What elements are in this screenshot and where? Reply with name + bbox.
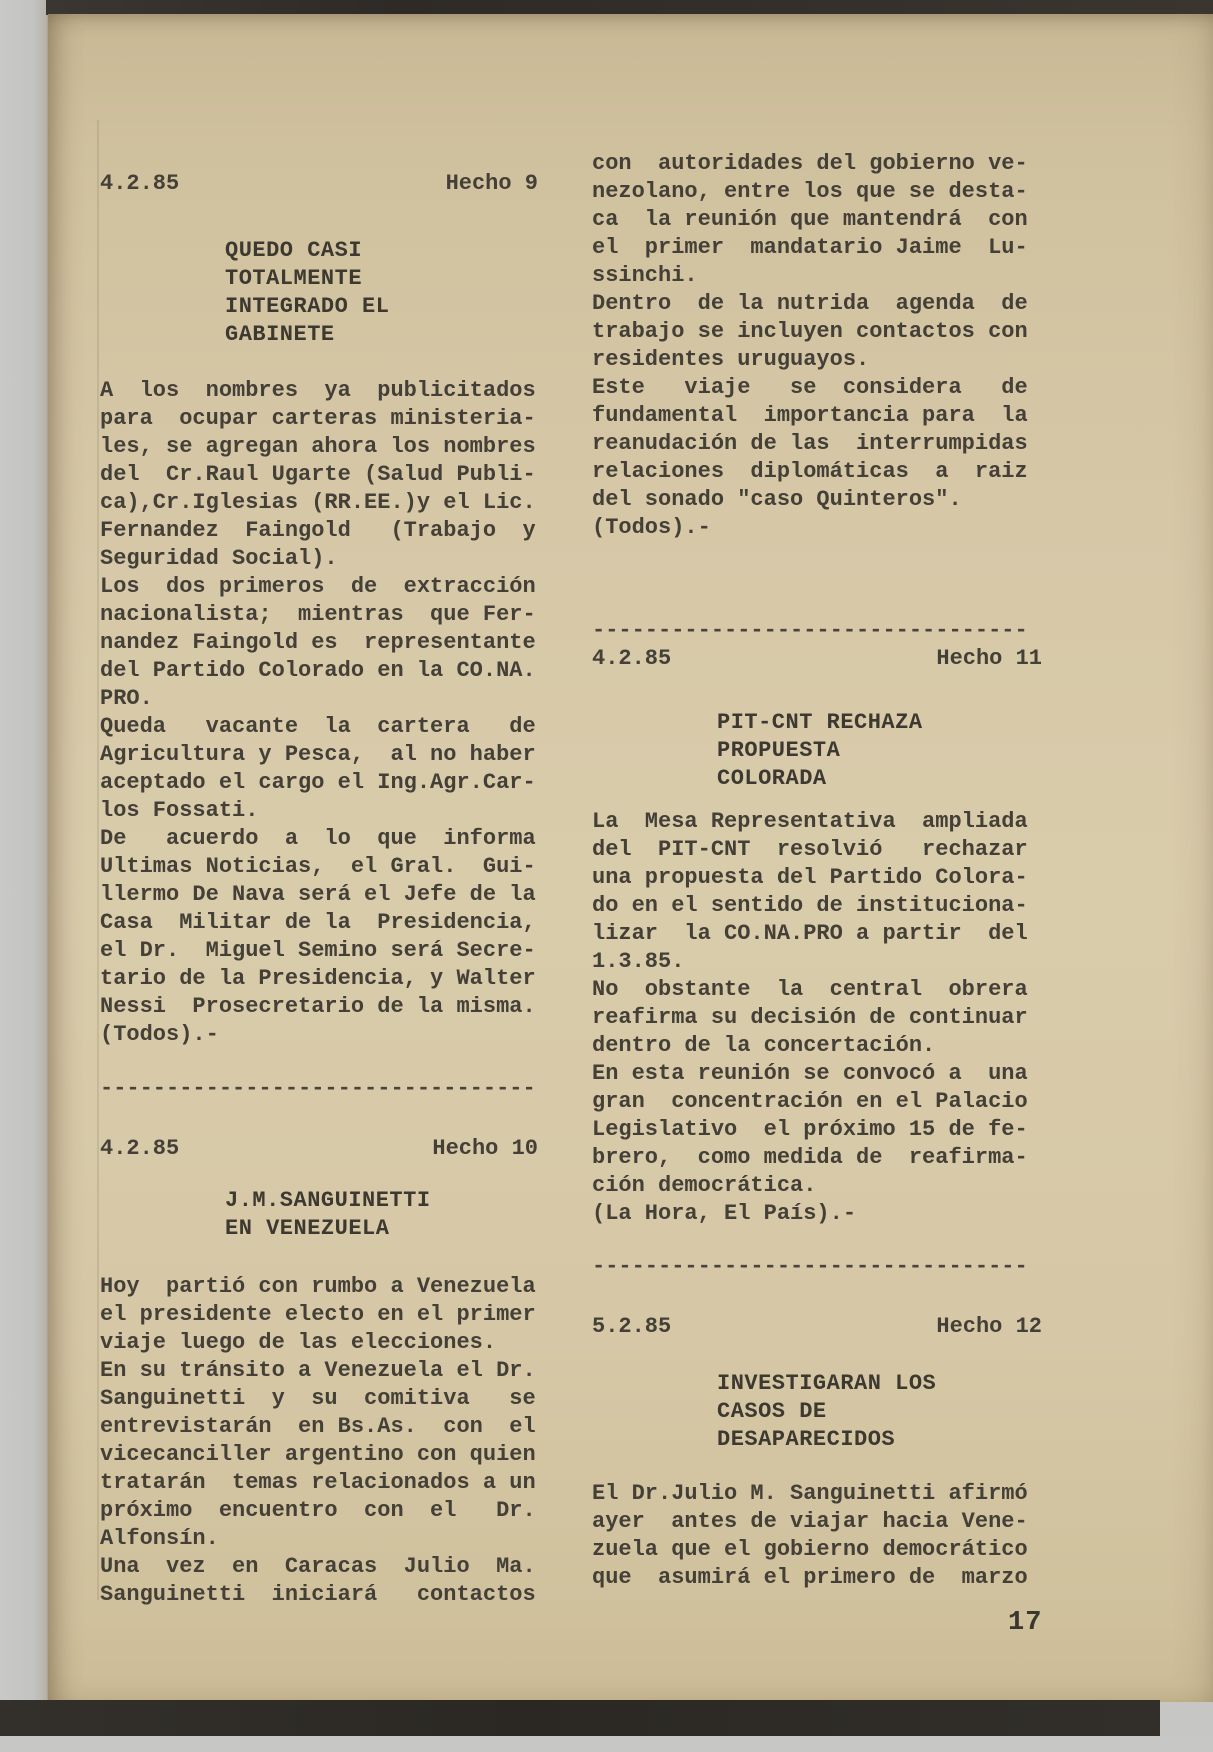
body-line: relaciones diplomáticas a raiz [592,459,1028,484]
body-line: En esta reunión se convocó a una [592,1061,1028,1086]
body-line: Agricultura y Pesca, al no haber [100,742,536,767]
body-line: En su tránsito a Venezuela el Dr. [100,1358,536,1383]
body-line: No obstante la central obrera [592,977,1028,1002]
body-line: entrevistarán en Bs.As. con el [100,1414,536,1439]
body-line: viaje luego de las elecciones. [100,1330,497,1355]
body-line: Legislativo el próximo 15 de fe- [592,1117,1028,1142]
entry-header-hecho12 [592,1313,1054,1341]
paper-fold-line [97,120,99,1600]
body-line: Sanguinetti y su comitiva se [100,1386,536,1411]
body-line: Hoy partió con rumbo a Venezuela [100,1274,536,1299]
left-column [100,170,552,1609]
body-line: del sonado "caso Quinteros". [592,487,962,512]
section-divider: --------------------------------- [100,1076,536,1101]
title-line: INTEGRADO EL [225,294,390,319]
body-line: reafirma su decisión de continuar [592,1005,1028,1030]
body-line: A los nombres ya publicitados [100,378,536,403]
body-line: Nessi Prosecretario de la misma. [100,994,536,1019]
body-line: PRO. [100,686,153,711]
body-line: que asumirá el primero de marzo [592,1565,1028,1590]
body-line: del PIT-CNT resolvió rechazar [592,837,1028,862]
body-line: Sanguinetti iniciará contactos [100,1582,536,1607]
title-line: GABINETE [225,322,335,347]
body-line: ca),Cr.Iglesias (RR.EE.)y el Lic. [100,490,536,515]
title-line: PROPUESTA [717,738,841,763]
entry-title-hecho9 [225,237,552,349]
title-line: PIT-CNT RECHAZA [717,710,923,735]
body-line: El Dr.Julio M. Sanguinetti afirmó [592,1481,1028,1506]
scanner-bottom-strip [0,1736,1213,1752]
body-line: 1.3.85. [592,949,685,974]
page-number: 17 [1008,1608,1043,1638]
body-line: zuela que el gobierno democrático [592,1537,1028,1562]
body-line: Los dos primeros de extracción [100,574,536,599]
right-column [592,150,1054,1592]
entry-number: Hecho 12 [936,1314,1042,1339]
body-line: De acuerdo a lo que informa [100,826,536,851]
body-line: tario de la Presidencia, y Walter [100,966,536,991]
body-line: del Cr.Raul Ugarte (Salud Publi- [100,462,536,487]
entry-date: 5.2.85 [592,1314,672,1339]
body-line: una propuesta del Partido Colora- [592,865,1028,890]
title-line: CASOS DE [717,1399,827,1424]
body-line: del Partido Colorado en la CO.NA. [100,658,536,683]
body-line: (La Hora, El País).- [592,1201,857,1226]
body-line: el presidente electo en el primer [100,1302,536,1327]
body-line: trabajo se incluyen contactos con [592,319,1028,344]
body-line: Fernandez Faingold (Trabajo y [100,518,536,543]
entry-number: Hecho 10 [432,1136,538,1161]
section-divider: --------------------------------- [592,618,1028,643]
body-line: nacionalista; mientras que Fer- [100,602,536,627]
body-line: próximo encuentro con el Dr. [100,1498,536,1523]
entry-date: 4.2.85 [100,171,180,196]
title-line: DESAPARECIDOS [717,1427,896,1452]
body-line: gran concentración en el Palacio [592,1089,1028,1114]
title-line: INVESTIGARAN LOS [717,1371,937,1396]
body-line: Queda vacante la cartera de [100,714,536,739]
body-line: Casa Militar de la Presidencia, [100,910,536,935]
body-line: Dentro de la nutrida agenda de [592,291,1028,316]
entry-body-hecho10 [100,1273,552,1609]
body-line: Seguridad Social). [100,546,338,571]
title-line: TOTALMENTE [225,266,363,291]
body-line: ción democrática. [592,1173,817,1198]
scanner-margin-strip [0,0,48,1752]
body-line: para ocupar carteras ministeria- [100,406,536,431]
entry-body-hecho9 [100,377,552,1049]
body-line: nezolano, entre los que se desta- [592,179,1028,204]
body-line: do en el sentido de instituciona- [592,893,1028,918]
scan-top-edge-bar [46,0,1213,15]
body-line: ca la reunión que mantendrá con [592,207,1028,232]
entry-date: 4.2.85 [592,646,672,671]
entry-number: Hecho 9 [445,171,538,196]
body-line: Este viaje se considera de [592,375,1028,400]
entry-body-hecho11 [592,808,1054,1228]
entry-title-hecho11 [717,709,1054,793]
body-line: los Fossati. [100,798,259,823]
body-line: ayer antes de viajar hacia Vene- [592,1509,1028,1534]
body-line: nandez Faingold es representante [100,630,536,655]
body-line: lizar la CO.NA.PRO a partir del [592,921,1028,946]
body-line: con autoridades del gobierno ve- [592,151,1028,176]
entry-body-hecho10-continuation [592,150,1054,542]
entry-date: 4.2.85 [100,1136,180,1161]
entry-header-hecho9 [100,170,552,198]
body-line: brero, como medida de reafirma- [592,1145,1028,1170]
entry-body-hecho12 [592,1480,1054,1592]
title-line: J.M.SANGUINETTI [225,1188,431,1213]
body-line: Ultimas Noticias, el Gral. Gui- [100,854,536,879]
entry-number: Hecho 11 [936,646,1042,671]
body-line: Una vez en Caracas Julio Ma. [100,1554,536,1579]
body-line: (Todos).- [100,1022,219,1047]
body-line: La Mesa Representativa ampliada [592,809,1028,834]
entry-title-hecho10 [225,1187,552,1243]
body-line: llermo De Nava será el Jefe de la [100,882,536,907]
body-line: fundamental importancia para la [592,403,1028,428]
entry-header-hecho11 [592,645,1054,673]
title-line: QUEDO CASI [225,238,363,263]
body-line: (Todos).- [592,515,711,540]
body-line: tratarán temas relacionados a un [100,1470,536,1495]
body-line: dentro de la concertación. [592,1033,936,1058]
section-divider: --------------------------------- [592,1254,1028,1279]
body-line: vicecanciller argentino con quien [100,1442,536,1467]
body-line: el Dr. Miguel Semino será Secre- [100,938,536,963]
body-line: les, se agregan ahora los nombres [100,434,536,459]
entry-header-hecho10 [100,1135,552,1163]
body-line: Alfonsín. [100,1526,219,1551]
body-line: aceptado el cargo el Ing.Agr.Car- [100,770,536,795]
scan-bottom-edge-bar [0,1700,1160,1738]
body-line: ssinchi. [592,263,698,288]
entry-title-hecho12 [717,1370,1054,1454]
body-line: residentes uruguayos. [592,347,870,372]
title-line: COLORADA [717,766,827,791]
title-line: EN VENEZUELA [225,1216,390,1241]
body-line: reanudación de las interrumpidas [592,431,1028,456]
body-line: el primer mandatario Jaime Lu- [592,235,1028,260]
